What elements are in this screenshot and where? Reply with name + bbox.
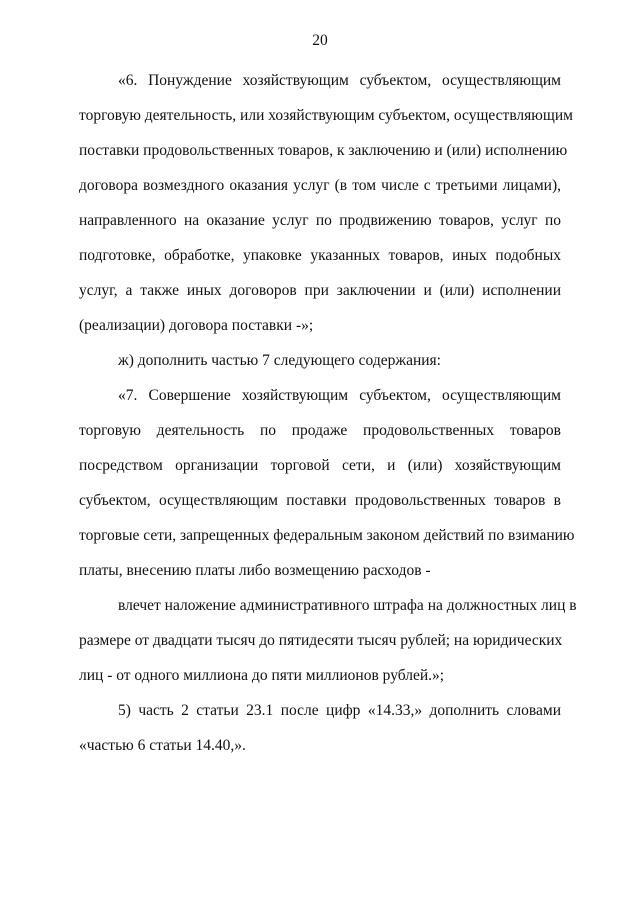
text-line: «7. Совершение хозяйствующим субъектом, осуществляющим <box>118 387 561 404</box>
text-line: влечет наложение административного штрафа на должностных лиц в <box>118 597 577 614</box>
text-line: платы, внесению платы либо возмещению расходов - <box>79 562 431 579</box>
text-line: услуг, а также иных договоров при заключении и (или) исполнении <box>79 282 561 299</box>
text-line: посредством организации торговой сети, и (или) хозяйствующим <box>79 457 561 474</box>
text-line: субъектом, осуществляющим поставки продовольственных товаров в <box>79 492 561 509</box>
text-line: направленного на оказание услуг по продвижению товаров, услуг по <box>79 212 561 229</box>
text-line: 5) часть 2 статьи 23.1 после цифр «14.33,» дополнить словами <box>118 702 561 719</box>
page-number: 20 <box>312 32 328 49</box>
text-line: торговую деятельность, или хозяйствующим субъектом, осуществляющим <box>79 107 573 124</box>
text-line: договора возмездного оказания услуг (в том числе с третьими лицами), <box>79 177 561 194</box>
text-line: лиц - от одного миллиона до пяти миллионов рублей.»; <box>79 667 445 684</box>
text-line: размере от двадцати тысяч до пятидесяти тысяч рублей; на юридических <box>79 632 563 649</box>
text-line: подготовке, обработке, упаковке указанных товаров, иных подобных <box>79 247 561 264</box>
text-line: ж) дополнить частью 7 следующего содержания: <box>118 352 441 369</box>
text-line: (реализации) договора поставки -»; <box>79 317 314 334</box>
text-line: торговую деятельность по продаже продовольственных товаров <box>79 422 561 439</box>
text-line: торговые сети, запрещенных федеральным законом действий по взиманию <box>79 527 575 544</box>
text-line: «частью 6 статьи 14.40,». <box>79 737 246 754</box>
text-line: «6. Понуждение хозяйствующим субъектом, осуществляющим <box>118 72 561 89</box>
text-line: поставки продовольственных товаров, к заключению и (или) исполнению <box>79 142 568 159</box>
